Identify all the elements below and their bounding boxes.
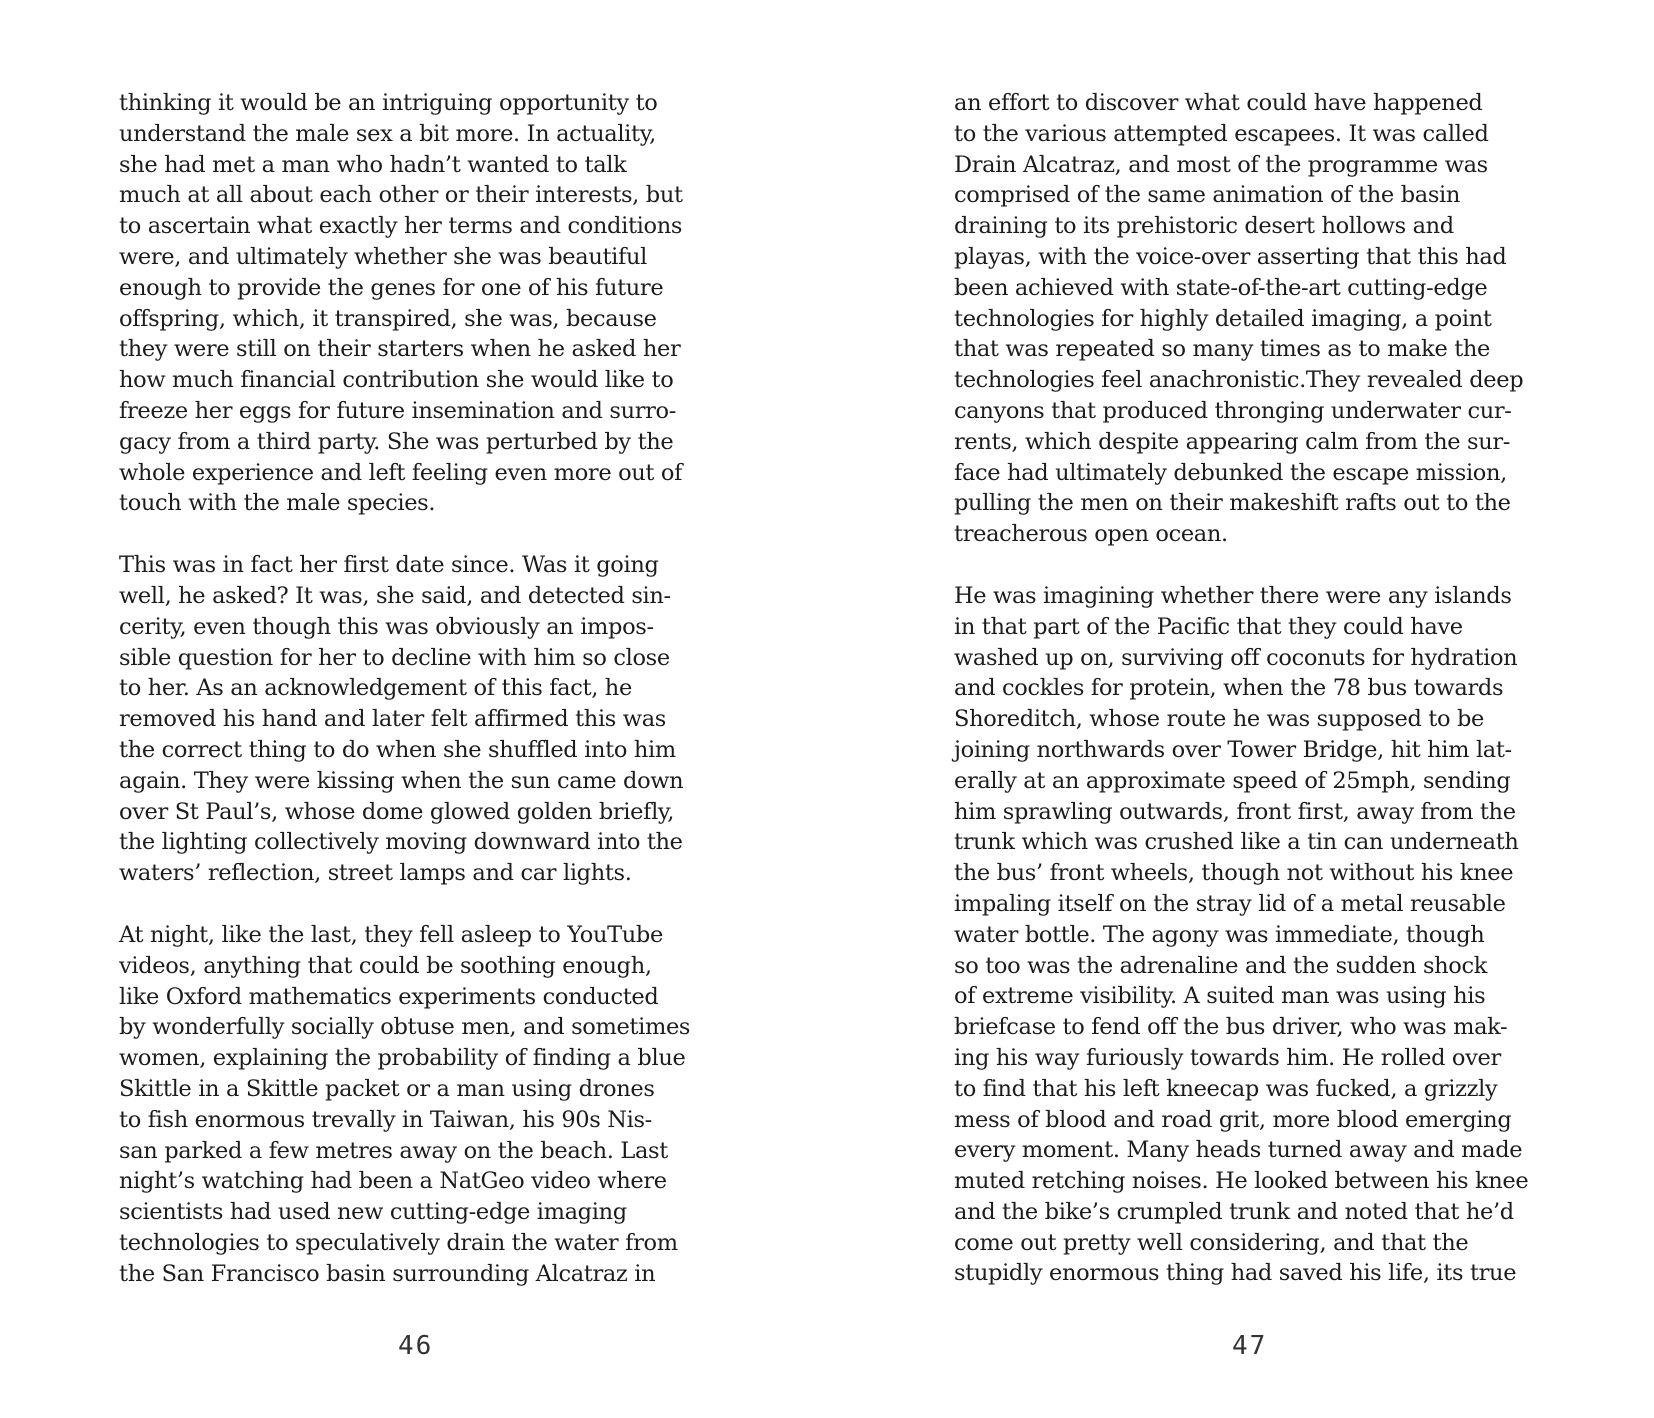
text-line: the correct thing to do when she shuffled into him	[119, 736, 676, 763]
text-line: she had met a man who hadn’t wanted to talk	[119, 151, 627, 178]
text-line: Skittle in a Skittle packet or a man using drones	[119, 1075, 655, 1102]
text-line: to the various attempted escapees. It was called	[954, 120, 1489, 147]
paragraph	[119, 88, 719, 519]
text-line: offspring, which, it transpired, she was, because	[119, 305, 657, 332]
text-line: been achieved with state-of-the-art cutting-edge	[954, 274, 1488, 301]
text-line: and cockles for protein, when the 78 bus towards	[954, 675, 1504, 702]
text-line: impaling itself on the stray lid of a metal reusable	[954, 890, 1506, 917]
text-line: playas, with the voice-over asserting that this had	[954, 243, 1507, 270]
left-page-number: 46	[398, 1331, 434, 1361]
right-page-text	[954, 88, 1554, 1320]
text-line: women, explaining the probability of finding a blue	[119, 1045, 686, 1072]
text-line: to her. As an acknowledgement of this fact, he	[119, 675, 632, 702]
text-line: removed his hand and later felt affirmed this was	[119, 706, 666, 733]
text-line: the bus’ front wheels, though not without his knee	[954, 860, 1514, 887]
text-line: thinking it would be an intriguing opportunity to	[119, 90, 658, 116]
text-line: the San Francisco basin surrounding Alcatraz in	[119, 1260, 656, 1287]
text-line: enough to provide the genes for one of his future	[119, 274, 664, 301]
paragraph	[954, 88, 1554, 550]
text-line: gacy from a third party. She was perturbed by the	[119, 428, 674, 455]
text-line: ing his way furiously towards him. He rolled over	[954, 1044, 1501, 1071]
left-page-text	[119, 88, 719, 1320]
text-line: to ascertain what exactly her terms and conditions	[119, 213, 683, 240]
text-line: treacherous open ocean.	[954, 521, 1228, 548]
text-line: over St Paul’s, whose dome glowed golden briefly,	[119, 798, 675, 825]
text-line: how much financial contribution she would like to	[119, 367, 674, 394]
text-line: technologies feel anachronistic.They revealed deep	[954, 367, 1524, 394]
text-line: water bottle. The agony was immediate, though	[954, 921, 1485, 948]
text-line: night’s watching had been a NatGeo video where	[119, 1168, 667, 1195]
paragraph	[119, 920, 719, 1290]
text-line: waters’ reflection, street lamps and car lights.	[119, 860, 632, 887]
paragraph	[954, 581, 1554, 1289]
text-line: touch with the male species.	[119, 490, 436, 517]
text-line: scientists had used new cutting-edge imaging	[119, 1199, 627, 1226]
text-line: canyons that produced thronging underwater cur-	[954, 397, 1512, 424]
text-line: come out pretty well considering, and that the	[954, 1229, 1469, 1256]
text-line: erally at an approximate speed of 25mph, sending	[954, 767, 1511, 794]
text-line: At night, like the last, they fell asleep to YouTube	[119, 921, 663, 948]
text-line: Drain Alcatraz, and most of the programme was	[954, 151, 1488, 178]
text-line: comprised of the same animation of the basin	[954, 182, 1461, 209]
text-line: briefcase to fend off the bus driver, who was mak-	[954, 1014, 1508, 1041]
paragraph	[119, 550, 719, 889]
text-line: well, he asked? It was, she said, and detected sin-	[119, 582, 671, 609]
right-page-number: 47	[1232, 1331, 1268, 1361]
text-line: cerity, even though this was obviously an impos-	[119, 613, 654, 640]
text-line: to find that his left kneecap was fucked, a grizzly	[954, 1075, 1498, 1102]
text-line: him sprawling outwards, front first, away from the	[954, 798, 1516, 825]
text-line: washed up on, surviving off coconuts for hydration	[954, 644, 1518, 671]
text-line: He was imagining whether there were any islands	[954, 582, 1512, 609]
text-line: were, and ultimately whether she was beautiful	[119, 243, 647, 270]
text-line: every moment. Many heads turned away and made	[954, 1137, 1523, 1164]
text-line: an effort to discover what could have happened	[954, 90, 1483, 116]
text-line: Shoreditch, whose route he was supposed to be	[954, 706, 1485, 733]
text-line: the lighting collectively moving downward into the	[119, 829, 683, 856]
text-line: face had ultimately debunked the escape mission,	[954, 459, 1507, 486]
text-line: in that part of the Pacific that they could have	[954, 613, 1463, 640]
text-line: This was in fact her first date since. Was it going	[119, 552, 659, 579]
text-line: of extreme visibility. A suited man was using his	[954, 983, 1486, 1010]
text-line: videos, anything that could be soothing enough,	[119, 952, 652, 979]
text-line: san parked a few metres away on the beach. Last	[119, 1137, 668, 1164]
text-line: freeze her eggs for future insemination and surro-	[119, 397, 676, 424]
text-line: joining northwards over Tower Bridge, hit him lat-	[954, 736, 1512, 763]
text-line: understand the male sex a bit more. In actuality,	[119, 120, 656, 147]
text-line: whole experience and left feeling even more out of	[119, 459, 683, 486]
text-line: sible question for her to decline with him so close	[119, 644, 670, 671]
text-line: that was repeated so many times as to make the	[954, 336, 1491, 363]
text-line: by wonderfully socially obtuse men, and sometimes	[119, 1014, 691, 1041]
text-line: and the bike’s crumpled trunk and noted that he’d	[954, 1198, 1514, 1225]
text-line: technologies to speculatively drain the water from	[119, 1229, 678, 1256]
text-line: draining to its prehistoric desert hollows and	[954, 213, 1454, 240]
text-line: pulling the men on their makeshift rafts out to the	[954, 490, 1511, 517]
text-line: so too was the adrenaline and the sudden shock	[954, 952, 1488, 979]
text-line: muted retching noises. He looked between his knee	[954, 1168, 1529, 1195]
text-line: stupidly enormous thing had saved his life, its true	[954, 1260, 1517, 1287]
text-line: to fish enormous trevally in Taiwan, his 90s Nis-	[119, 1106, 652, 1133]
text-line: technologies for highly detailed imaging, a point	[954, 305, 1492, 332]
text-line: mess of blood and road grit, more blood emerging	[954, 1106, 1512, 1133]
text-line: like Oxford mathematics experiments conducted	[119, 983, 659, 1010]
text-line: trunk which was crushed like a tin can underneath	[954, 829, 1519, 856]
text-line: they were still on their starters when he asked her	[119, 336, 681, 363]
text-line: rents, which despite appearing calm from the sur-	[954, 428, 1511, 455]
text-line: much at all about each other or their interests, but	[119, 182, 683, 209]
text-line: again. They were kissing when the sun came down	[119, 767, 684, 794]
